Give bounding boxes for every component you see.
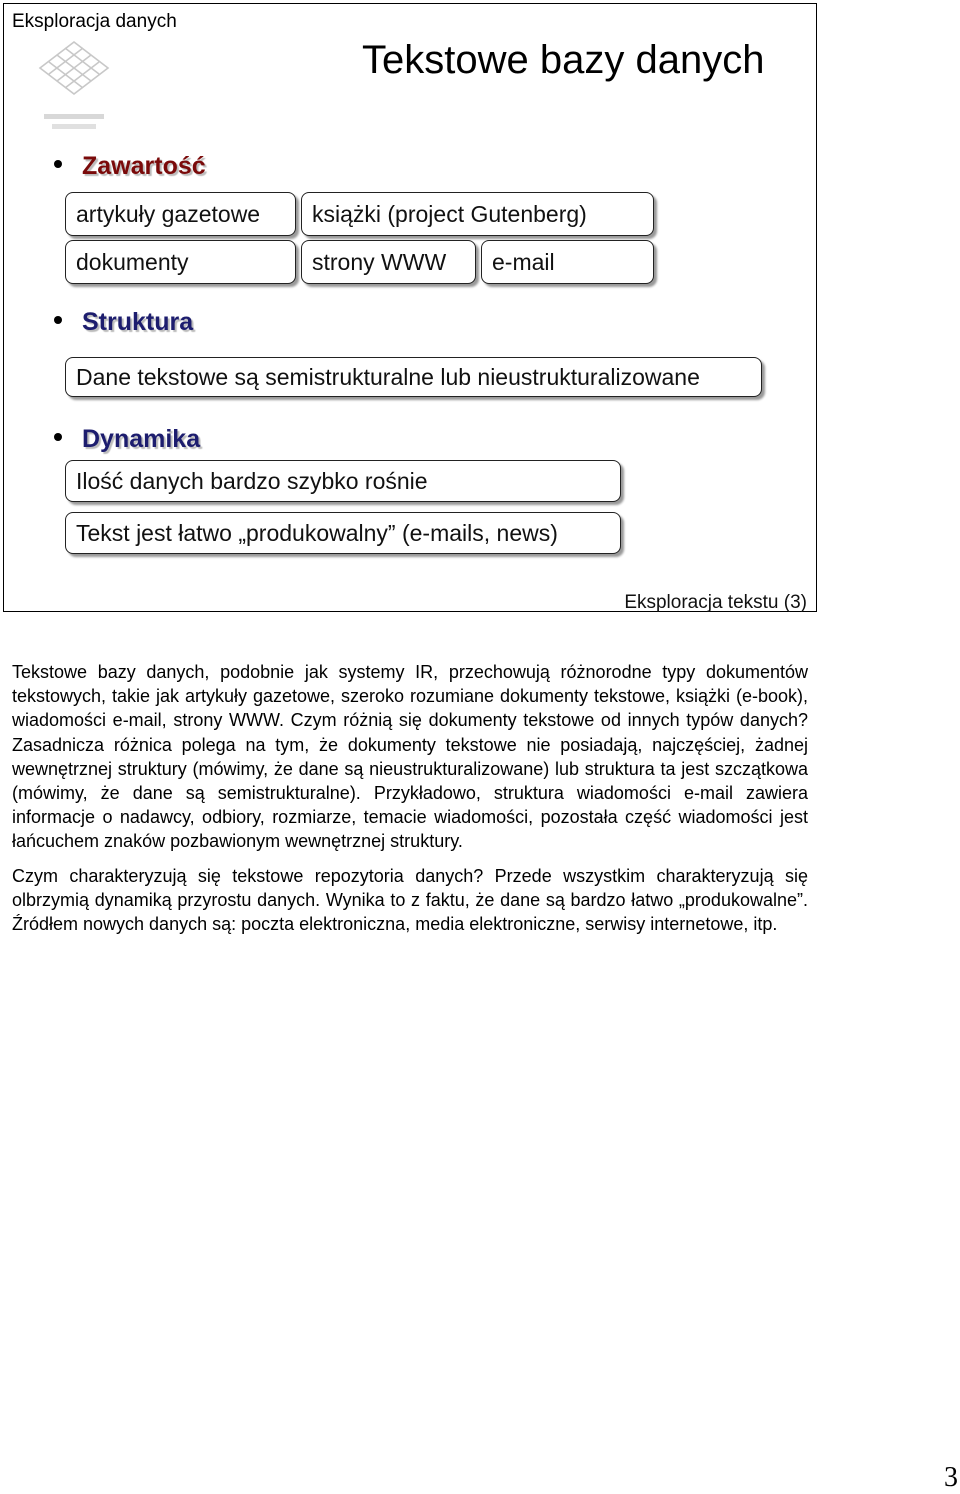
content-box-documents: dokumenty bbox=[65, 240, 296, 284]
section-heading: Dynamika bbox=[82, 425, 201, 453]
notes-paragraph: Czym charakteryzują się tekstowe repozytoria danych? Przede wszystkim charakteryzują się olbrzymią dynamiką przyrostu danych. Wynika to z faktu, że dane są bardzo łatwo „produkowalne”. Źródłem nowych danych są: poczta elektroniczna, media elektroniczne, serwisy internetowe, itp. bbox=[12, 865, 808, 935]
page-number: 3 bbox=[944, 1462, 958, 1493]
content-box-books: książki (project Gutenberg) bbox=[301, 192, 654, 236]
bullet-dot-icon bbox=[54, 433, 62, 441]
slide bbox=[3, 3, 817, 612]
structure-box: Dane tekstowe są semistrukturalne lub nieustrukturalizowane bbox=[65, 357, 762, 397]
university-logo-icon bbox=[34, 34, 114, 134]
content-box-email: e-mail bbox=[481, 240, 654, 284]
content-box-articles: artykuły gazetowe bbox=[65, 192, 296, 236]
speaker-notes bbox=[12, 660, 808, 946]
bullet-dot-icon bbox=[54, 316, 62, 324]
bullet-zawartosc bbox=[54, 152, 206, 181]
section-heading: Zawartość bbox=[82, 152, 206, 180]
dynamics-box-growth: Ilość danych bardzo szybko rośnie bbox=[65, 460, 621, 502]
bullet-struktura bbox=[54, 308, 193, 337]
slide-title: Tekstowe bazy danych bbox=[362, 38, 765, 82]
dynamics-box-producible: Tekst jest łatwo „produkowalny” (e-mails, news) bbox=[65, 512, 621, 554]
slide-header: Eksploracja danych bbox=[12, 11, 177, 32]
section-heading: Struktura bbox=[82, 308, 194, 336]
content-box-www: strony WWW bbox=[301, 240, 476, 284]
notes-paragraph: Tekstowe bazy danych, podobnie jak systemy IR, przechowują różnorodne typy dokumentów tekstowych, takie jak artykuły gazetowe, szeroko rozumiane dokumenty tekstowe, książki (e-book), wiadomości e-mail, strony WWW. Czym różnią się dokumenty tekstowe od innych typów danych? Zasadnicza różnica polega na tym, że dokumenty tekstowe nie posiadają, najczęściej, żadnej wewnętrznej struktury (mówimy, że dane są nieustrukturalizowane) lub struktura ta jest szczątkowa (mówimy, że dane są semistrukturalne). Przykładowo, struktura wiadomości e-mail zawiera informacje o nadawcy, odbiory, rozmiarze, temacie wiadomości, pozostała część wiadomości jest łańcuchem znaków pozbawionym wewnętrznej struktury. bbox=[12, 662, 808, 852]
bullet-dynamika bbox=[54, 425, 200, 454]
bullet-dot-icon bbox=[54, 160, 62, 168]
slide-footer: Eksploracja tekstu (3) bbox=[624, 592, 807, 613]
